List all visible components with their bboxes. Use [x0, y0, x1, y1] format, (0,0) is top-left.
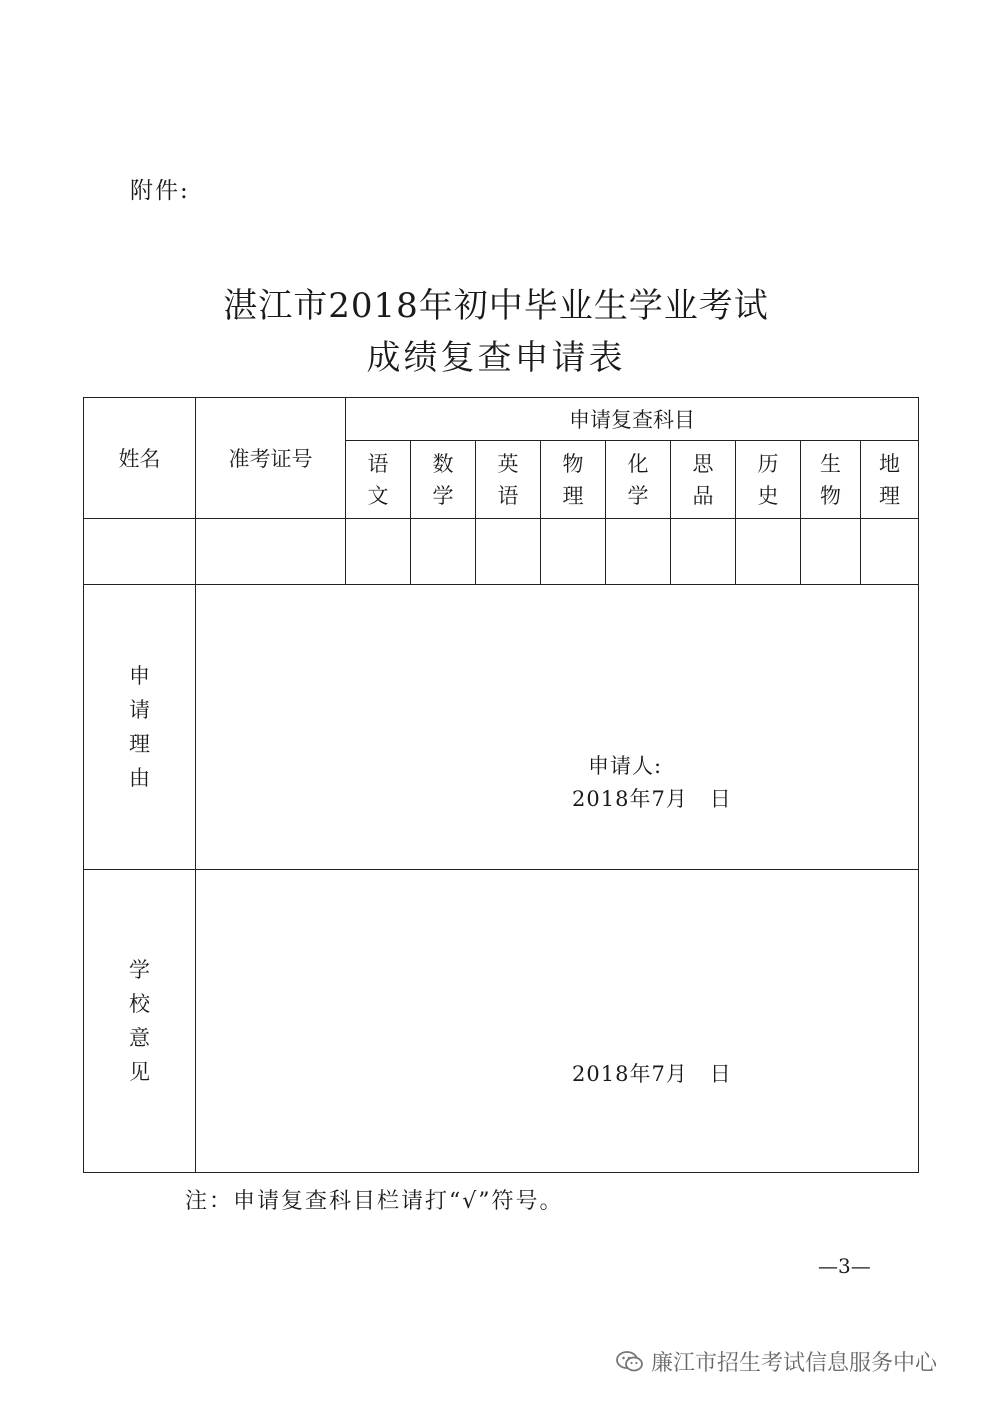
subject-geography: 地 理	[861, 441, 919, 519]
check-math[interactable]	[411, 519, 476, 585]
wechat-icon	[615, 1349, 645, 1375]
applicant-label: 申请人:	[588, 754, 663, 778]
subject-ethics: 思 品	[671, 441, 736, 519]
page-number: —3—	[818, 1254, 871, 1278]
reason-date: 2018年7月 日	[572, 787, 732, 811]
exam-number-field[interactable]	[196, 519, 346, 585]
watermark	[615, 1346, 937, 1377]
subject-english: 英 语	[476, 441, 541, 519]
subject-chemistry: 化 学	[606, 441, 671, 519]
name-field[interactable]	[84, 519, 196, 585]
subject-physics: 物 理	[541, 441, 606, 519]
reason-field[interactable]	[196, 585, 919, 870]
check-english[interactable]	[476, 519, 541, 585]
review-application-table	[83, 397, 919, 1173]
watermark-text: 廉江市招生考试信息服务中心	[651, 1351, 938, 1376]
footnote: 注：申请复查科目栏请打“√”符号。	[185, 1189, 564, 1214]
exam-number-header: 准考证号	[196, 398, 346, 519]
form-title-line1: 湛江市2018年初中毕业生学业考试	[223, 286, 769, 326]
school-opinion-label: 学 校 意 见	[84, 870, 196, 1173]
check-chinese[interactable]	[346, 519, 411, 585]
entry-row	[84, 519, 919, 585]
check-history[interactable]	[736, 519, 801, 585]
school-opinion-field[interactable]	[196, 870, 919, 1173]
name-header: 姓名	[84, 398, 196, 519]
reason-label: 申 请 理 由	[84, 585, 196, 870]
form-title-line2: 成绩复查申请表	[366, 338, 626, 378]
check-geography[interactable]	[861, 519, 919, 585]
school-date: 2018年7月 日	[572, 1062, 732, 1086]
check-chemistry[interactable]	[606, 519, 671, 585]
check-biology[interactable]	[801, 519, 861, 585]
check-physics[interactable]	[541, 519, 606, 585]
check-ethics[interactable]	[671, 519, 736, 585]
subjects-header: 申请复查科目	[346, 398, 919, 441]
subject-biology: 生 物	[801, 441, 861, 519]
subject-chinese: 语 文	[346, 441, 411, 519]
subject-history: 历 史	[736, 441, 801, 519]
attachment-label: 附件:	[130, 178, 190, 204]
subject-math: 数 学	[411, 441, 476, 519]
